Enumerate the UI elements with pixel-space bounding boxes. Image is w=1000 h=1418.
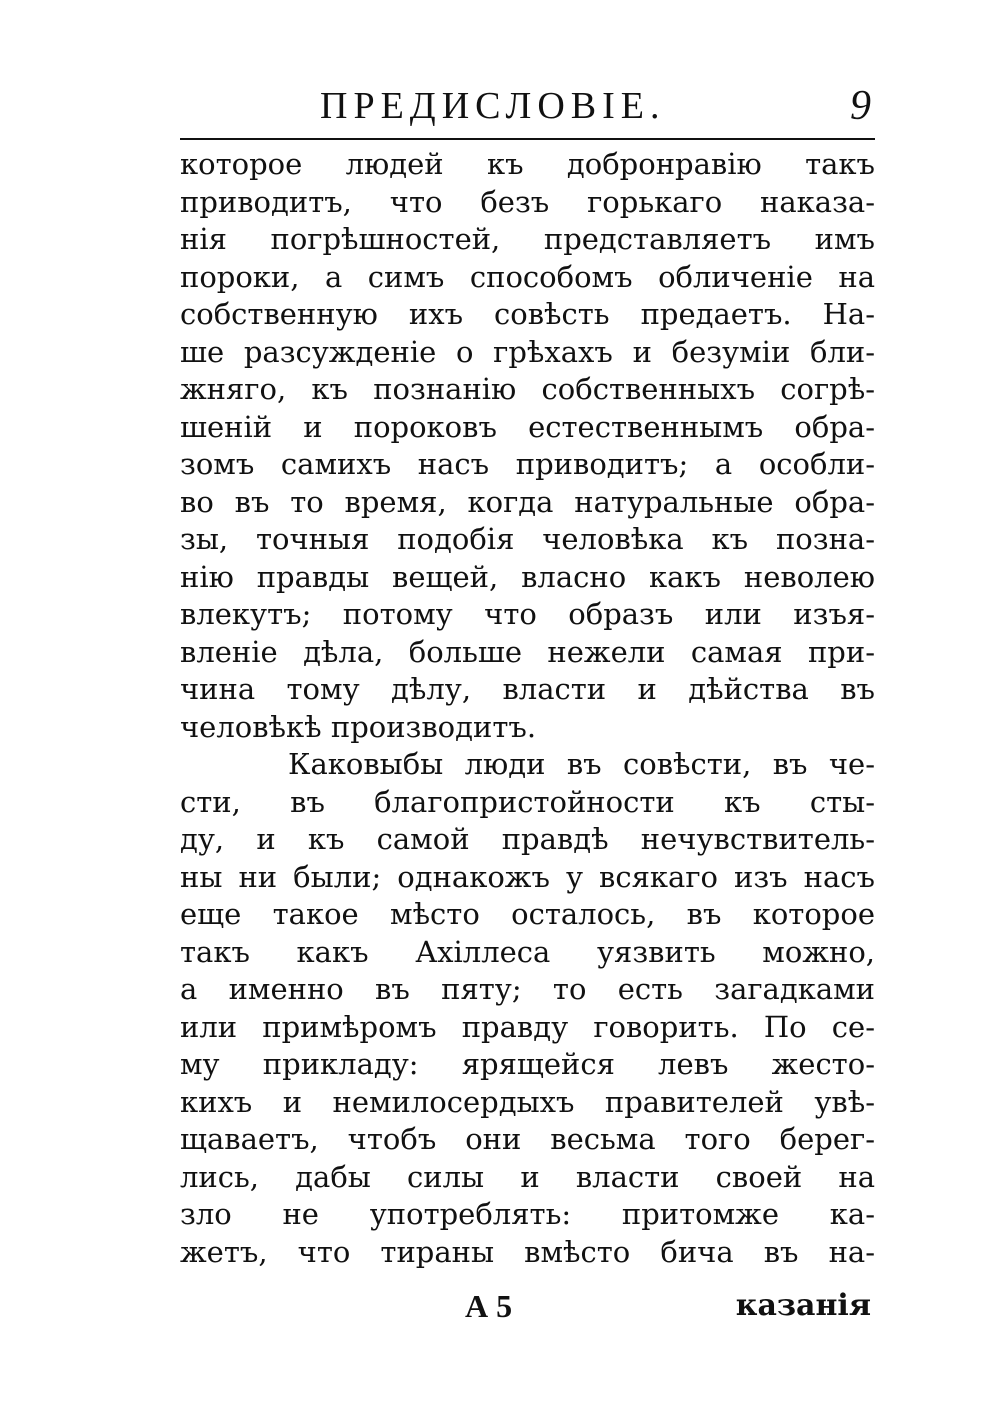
text-line: пороки, а симъ способомъ обличеніе на — [180, 259, 875, 294]
text-line: а именно въ пяту; то есть загадками — [180, 972, 875, 1006]
text-line: или примѣромъ правду говорить. По се- — [180, 1009, 875, 1044]
text-line: ду, и къ самой правдѣ нечувствитель- — [180, 822, 875, 856]
page-number: 9 — [850, 83, 871, 129]
text-line: нія погрѣшностей, представляетъ имъ — [180, 222, 875, 256]
text-line: человѣкѣ производитъ. — [180, 709, 537, 744]
text-line: еще такое мѣсто осталось, въ которое — [180, 897, 875, 931]
text-line: ше разсужденіе о грѣхахъ и безуміи бли- — [180, 334, 875, 369]
text-line: Каковыбы люди въ совѣсти, въ че- — [288, 747, 875, 781]
text-line: шеній и пороковъ естественнымъ обра- — [180, 409, 875, 444]
text-line: зы, точныя подобія человѣка къ позна- — [180, 522, 875, 556]
page-footer — [180, 1288, 875, 1338]
text-line: жетъ, что тираны вмѣсто бича въ на- — [180, 1234, 875, 1269]
page-header — [180, 78, 875, 138]
text-line: ны ни были; однакожъ у всякаго изъ насъ — [180, 859, 875, 894]
text-line: зомъ самихъ насъ приводитъ; а особли- — [180, 447, 875, 481]
paragraph-1 — [180, 146, 875, 746]
text-line: собственную ихъ совѣсть предаетъ. На- — [180, 297, 875, 331]
text-line: кихъ и немилосердыхъ правителей увѣ- — [180, 1084, 875, 1119]
text-line: зло не употреблять: притомже ка- — [180, 1197, 875, 1231]
text-line: нію правды вещей, власно какъ неволею — [180, 559, 875, 594]
text-line: му прикладу: ярящейся левъ жесто- — [180, 1047, 875, 1081]
text-line: такъ какъ Ахіллеса уязвить можно, — [180, 934, 875, 969]
catchword: казанія — [735, 1288, 871, 1323]
text-line: которое людей къ добронравію такъ — [180, 147, 875, 181]
text-line: жняго, къ познанію собственныхъ согрѣ- — [180, 372, 875, 406]
text-line: вленіе дѣла, больше нежели самая при- — [180, 634, 875, 669]
paragraph-2 — [180, 746, 875, 1271]
signature-mark: А 5 — [465, 1288, 513, 1324]
text-line: во въ то время, когда натуральные обра- — [180, 484, 875, 519]
text-line: лись, дабы силы и власти своей на — [180, 1159, 875, 1194]
text-line: влекутъ; потому что образъ или изъя- — [180, 597, 875, 631]
text-line: чина тому дѣлу, власти и дѣйства въ — [180, 672, 875, 706]
body-text — [180, 146, 875, 1271]
running-title: ПРЕДИСЛОВІЕ. — [320, 85, 666, 127]
header-rule — [180, 138, 875, 140]
text-line: сти, въ благопристойности къ сты- — [180, 784, 875, 819]
text-line: приводитъ, что безъ горькаго наказа- — [180, 184, 875, 219]
text-line: щаваетъ, чтобъ они весьма того берег- — [180, 1122, 875, 1156]
